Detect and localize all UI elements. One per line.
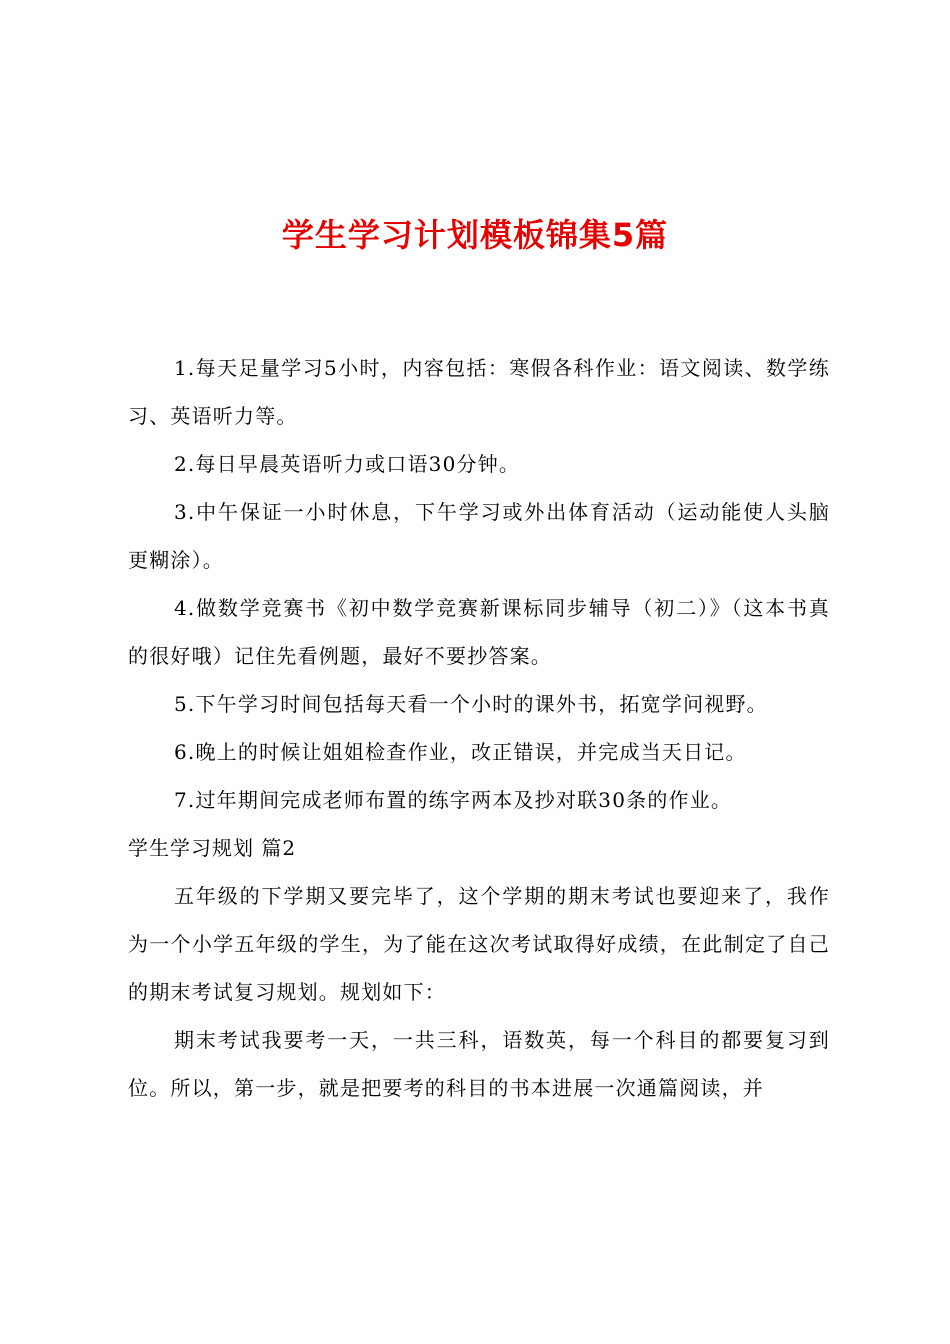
paragraph-item-1: 1.每天足量学习5小时，内容包括：寒假各科作业：语文阅读、数学练习、英语听力等。	[128, 356, 830, 428]
paragraph-item-7: 7.过年期间完成老师布置的练字两本及抄对联30条的作业。	[174, 788, 733, 812]
section-heading-2: 学生学习规划 篇2	[128, 836, 297, 860]
paragraph-item-2: 2.每日早晨英语听力或口语30分钟。	[174, 452, 521, 476]
document-body	[128, 344, 830, 1112]
paragraph-intro: 五年级的下学期又要完毕了，这个学期的期末考试也要迎来了，我作为一个小学五年级的学生，为了能在这次考试取得好成绩，在此制定了自己的期末考试复习规划。规划如下：	[128, 884, 830, 1004]
paragraph-item-3: 3.中午保证一小时休息，下午学习或外出体育活动（运动能使人头脑更糊涂）。	[128, 500, 830, 572]
paragraph-item-6: 6.晚上的时候让姐姐检查作业，改正错误，并完成当天日记。	[174, 740, 747, 764]
paragraph-plan: 期末考试我要考一天，一共三科，语数英，每一个科目的都要复习到位。所以，第一步，就是把要考的科目的书本进展一次通篇阅读，并	[128, 1028, 830, 1100]
paragraph-item-5: 5.下午学习时间包括每天看一个小时的课外书，拓宽学问视野。	[174, 692, 768, 716]
paragraph-item-4: 4.做数学竞赛书《初中数学竞赛新课标同步辅导（初二）》（这本书真的很好哦）记住先看例题，最好不要抄答案。	[128, 596, 830, 668]
document-title: 学生学习计划模板锦集5篇	[281, 216, 669, 254]
